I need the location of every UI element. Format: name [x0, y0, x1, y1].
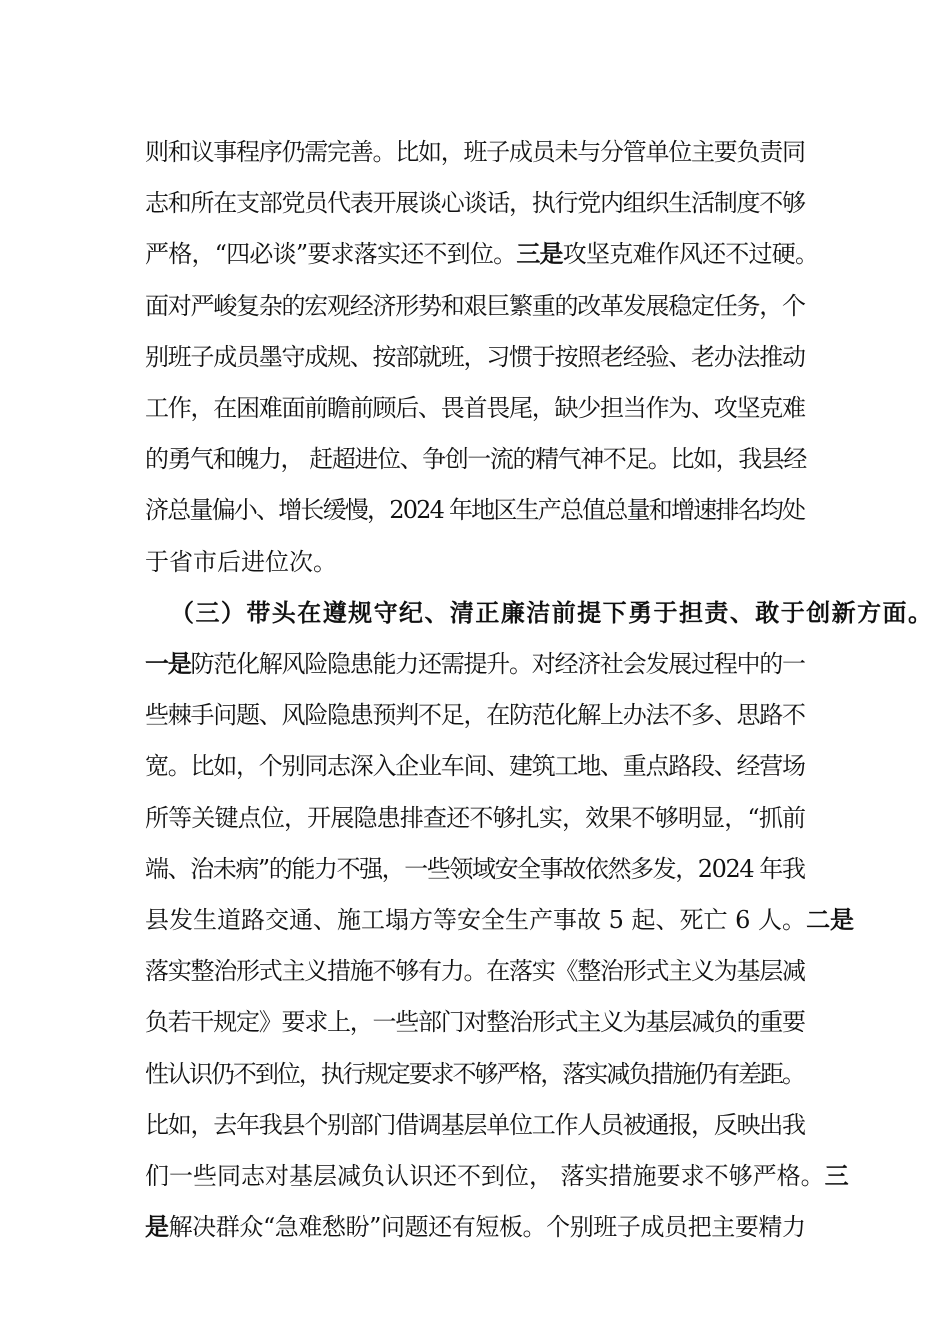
- text-run: 些棘手问题、风险隐患预判不足，在防范化解上办法不多、思路不: [145, 701, 805, 730]
- text-run: 于省市后进位次。: [145, 547, 337, 576]
- body-line: [145, 290, 805, 322]
- body-line: [145, 1109, 805, 1141]
- text-run: 落实整治形式主义措施不够有力。在落实《整治形式主义为基层减: [145, 957, 805, 986]
- text-run: 宽。比如，个别同志深入企业车间、建筑工地、重点路段、经营场: [145, 752, 805, 781]
- body-line: [145, 699, 805, 731]
- section-heading: [170, 597, 933, 629]
- text-run: 攻坚克难作风还不过硬。: [562, 240, 819, 269]
- body-line: [145, 955, 805, 987]
- body-line: [145, 853, 805, 885]
- bold-text: 是: [145, 1212, 169, 1242]
- body-line: [145, 238, 818, 270]
- body-line: [145, 802, 805, 834]
- text-run: 工作，在困难面前瞻前顾后、畏首畏尾，缺少担当作为、攻坚克难: [145, 394, 805, 422]
- body-line: [145, 546, 337, 578]
- text-run: 防范化解风险隐患能力还需提升。对经济社会发展过程中的一: [190, 650, 805, 678]
- bold-text: （三）带头在遵规守纪、清正廉洁前提下勇于担责、敢于创新方面。: [170, 597, 934, 627]
- body-line: [145, 494, 804, 526]
- text-run: 解决群众“急难愁盼”问题还有短板。个别班子成员把主要精力: [168, 1213, 806, 1242]
- text-run: 比如，去年我县个别部门借调基层单位工作人员被通报，反映出我: [145, 1110, 805, 1139]
- body-line: [145, 443, 806, 475]
- text-run: 严格，“四必谈”要求落实还不到位。: [145, 240, 517, 269]
- text-run: 面对严峻复杂的宏观经济形势和艰巨繁重的改革发展稳定任务，个: [145, 291, 805, 320]
- text-run: 县发生道路交通、施工塌方等安全生产事故 5 起、死亡 6 人。: [145, 906, 807, 934]
- body-line: [145, 904, 854, 936]
- body-line: [145, 187, 805, 219]
- text-run: 性认识仍不到位，执行规定要求不够严格，落实减负措施仍有差距。: [145, 1059, 804, 1088]
- body-line: [145, 392, 805, 424]
- text-run: 的勇气和魄力， 赶超进位、争创一流的精气神不足。比如，我县经: [145, 445, 806, 474]
- body-line: [145, 1006, 805, 1038]
- body-line: [145, 750, 805, 782]
- body-line: [145, 136, 805, 168]
- bold-text: 三: [824, 1161, 849, 1190]
- text-run: 端、治未病”的能力不强，一些领域安全事故依然多发，2024 年我: [145, 854, 805, 883]
- body-line: [145, 648, 805, 680]
- text-run: 济总量偏小、增长缓慢，2024 年地区生产总值总量和增速排名均处: [145, 496, 805, 525]
- text-run: 负若干规定》要求上，一些部门对整治形式主义为基层减负的重要: [145, 1008, 805, 1037]
- text-run: 志和所在支部党员代表开展谈心谈话，执行党内组织生活制度不够: [145, 189, 805, 218]
- text-run: 则和议事程序仍需完善。比如，班子成员未与分管单位主要负责同: [145, 138, 805, 166]
- bold-text: 二是: [806, 905, 855, 934]
- body-line: [145, 1211, 806, 1243]
- text-run: 所等关键点位，开展隐患排查还不够扎实，效果不够明显，“抓前: [145, 803, 806, 832]
- bold-text: 三是: [516, 239, 563, 269]
- body-line: [145, 341, 805, 373]
- text-run: 别班子成员墨守成规、按部就班，习惯于按照老经验、老办法推动: [145, 342, 805, 371]
- body-line: [145, 1058, 804, 1090]
- bold-text: 一是: [145, 649, 191, 678]
- text-run: 们一些同志对基层减负认识还不到位， 落实措施要求不够严格。: [145, 1162, 825, 1190]
- body-line: [145, 1160, 849, 1192]
